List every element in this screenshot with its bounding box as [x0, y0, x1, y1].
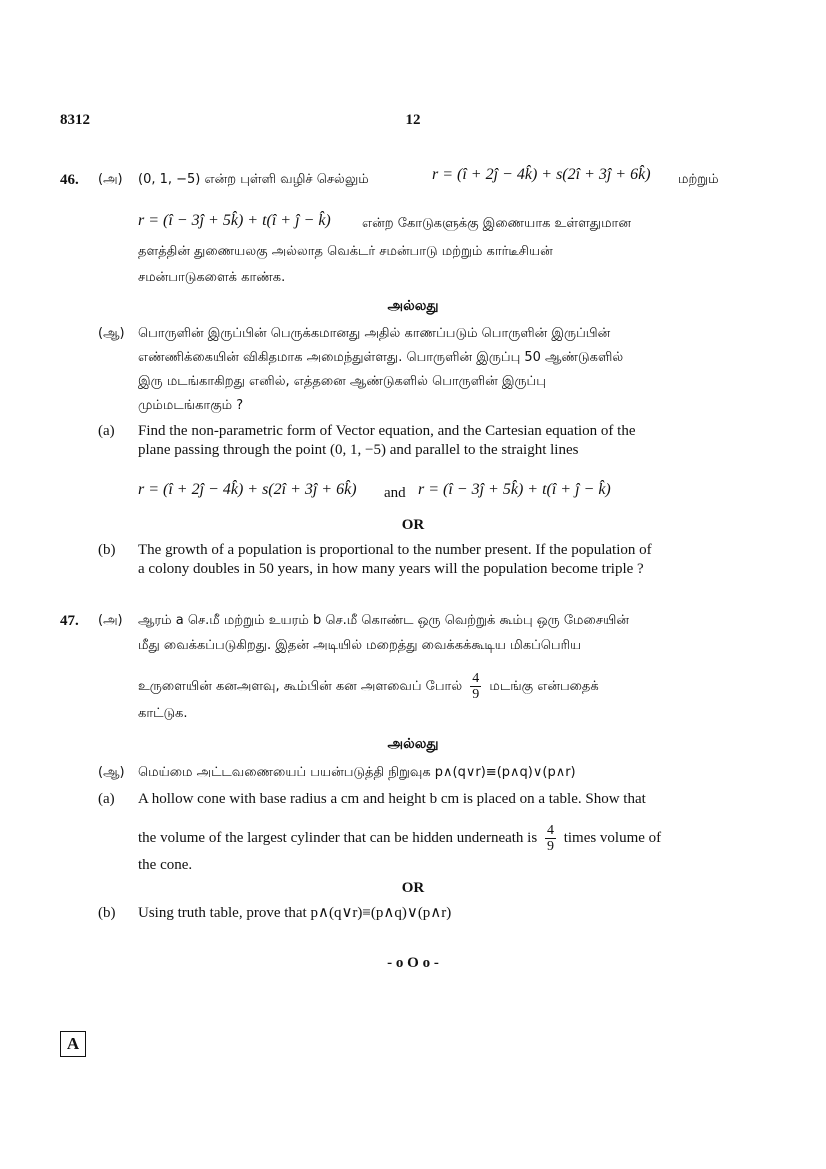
q46-en-or: OR	[401, 517, 425, 533]
q46-ta-a-label: (அ)	[98, 172, 123, 187]
fraction-denominator: 9	[546, 839, 554, 854]
q46-en-b-line2: a colony doubles in 50 years, in how many years will the population become triple ?	[138, 561, 644, 577]
q46-ta-a-line1-end: மற்றும்	[678, 172, 719, 187]
q47-ta-fraction	[470, 671, 481, 702]
q46-en-a-line1: Find the non-parametric form of Vector equation, and the Cartesian equation of the	[138, 423, 636, 439]
q47-ta-a-label: (அ)	[98, 613, 123, 628]
q46-en-a-line2: plane passing through the point (0, 1, −5) and parallel to the straight lines	[138, 442, 579, 458]
q46-ta-b-line4: மும்மடங்காகும் ?	[138, 398, 244, 413]
q47-ta-a-line3-post: மடங்கு என்பதைக்	[489, 679, 599, 694]
fraction-numerator: 4	[546, 823, 554, 838]
q47-ta-or: அல்லது	[387, 736, 439, 752]
fraction-denominator: 9	[472, 687, 480, 702]
q46-ta-b-line1: பொருளின் இருப்பின் பெருக்கமானது அதில் காணப்படும் பொருளின் இருப்பின்	[138, 326, 611, 341]
q47-en-fraction	[545, 823, 556, 854]
q46-ta-a-line4: சமன்பாடுகளைக் காண்க.	[138, 270, 286, 285]
booklet-series-box: A	[60, 1031, 86, 1057]
q47-en-or: OR	[401, 880, 425, 896]
q46-en-b-line1: The growth of a population is proportional to the number present. If the population of	[138, 542, 652, 558]
q46-equation-line1-ta: r = (î + 2ĵ − 4k̂) + s(2î + 3ĵ + 6k̂)	[432, 166, 651, 183]
q47-ta-b-line1: மெய்மை அட்டவணையைப் பயன்படுத்தி நிறுவுக p∧(q∨r)≡(p∧q)∨(p∧r)	[138, 765, 576, 780]
paper-code: 8312	[60, 112, 90, 128]
q46-en-a-label: (a)	[98, 423, 115, 439]
q47-en-a-label: (a)	[98, 791, 115, 807]
q46-ta-b-line2: எண்ணிக்கையின் விகிதமாக அமைந்துள்ளது. பொருளின் இருப்பு 50 ஆண்டுகளில்	[138, 350, 624, 365]
question-47-number: 47.	[60, 613, 79, 629]
q47-ta-b-label: (ஆ)	[98, 765, 125, 780]
q46-en-and: and	[384, 485, 406, 501]
q46-ta-a-line2: என்ற கோடுகளுக்கு இணையாக உள்ளதுமான	[362, 216, 631, 231]
question-46-number: 46.	[60, 172, 79, 188]
q47-ta-a-line1: ஆரம் a செ.மீ மற்றும் உயரம் b செ.மீ கொண்ட ஒரு வெற்றுக் கூம்பு ஒரு மேசையின்	[138, 613, 629, 628]
q47-ta-a-line2: மீது வைக்கப்படுகிறது. இதன் அடியில் மறைத்து வைக்கக்கூடிய மிகப்பெரிய	[138, 638, 582, 653]
q47-en-b-label: (b)	[98, 905, 116, 921]
q46-equation-line1-en: r = (î + 2ĵ − 4k̂) + s(2î + 3ĵ + 6k̂)	[138, 481, 357, 498]
q46-en-b-label: (b)	[98, 542, 116, 558]
q47-en-b-line1: Using truth table, prove that p∧(q∨r)≡(p∧q)∨(p∧r)	[138, 905, 452, 921]
end-mark: - o O o -	[387, 955, 439, 971]
q46-ta-a-line3: தளத்தின் துணையலகு அல்லாத வெக்டர் சமன்பாடு மற்றும் கார்டீசியன்	[138, 244, 553, 259]
page-number: 12	[405, 112, 421, 128]
q47-en-a-line3: the cone.	[138, 857, 193, 873]
q46-ta-or: அல்லது	[387, 298, 439, 314]
q47-en-a-line2	[138, 823, 661, 854]
fraction-numerator: 4	[472, 671, 480, 686]
q46-ta-b-line3: இரு மடங்காகிறது எனில், எத்தனை ஆண்டுகளில் பொருளின் இருப்பு	[138, 374, 546, 389]
q47-en-a-line1: A hollow cone with base radius a cm and height b cm is placed on a table. Show that	[138, 791, 646, 807]
q46-ta-a-line1: (0, 1, −5) என்ற புள்ளி வழிச் செல்லும்	[138, 172, 369, 187]
q47-ta-a-line3	[138, 671, 599, 702]
q47-ta-a-line4: காட்டுக.	[138, 706, 188, 721]
q47-ta-a-line3-pre: உருளையின் கனஅளவு, கூம்பின் கன அளவைப் போல்	[138, 679, 463, 694]
q46-equation-line2-en: r = (î − 3ĵ + 5k̂) + t(î + ĵ − k̂)	[418, 481, 611, 498]
q46-equation-line2-ta: r = (î − 3ĵ + 5k̂) + t(î + ĵ − k̂)	[138, 212, 331, 229]
q46-ta-b-label: (ஆ)	[98, 326, 125, 341]
q47-en-a-line2-post: times volume of	[563, 829, 662, 846]
q47-en-a-line2-pre: the volume of the largest cylinder that can be hidden underneath is	[138, 829, 538, 846]
